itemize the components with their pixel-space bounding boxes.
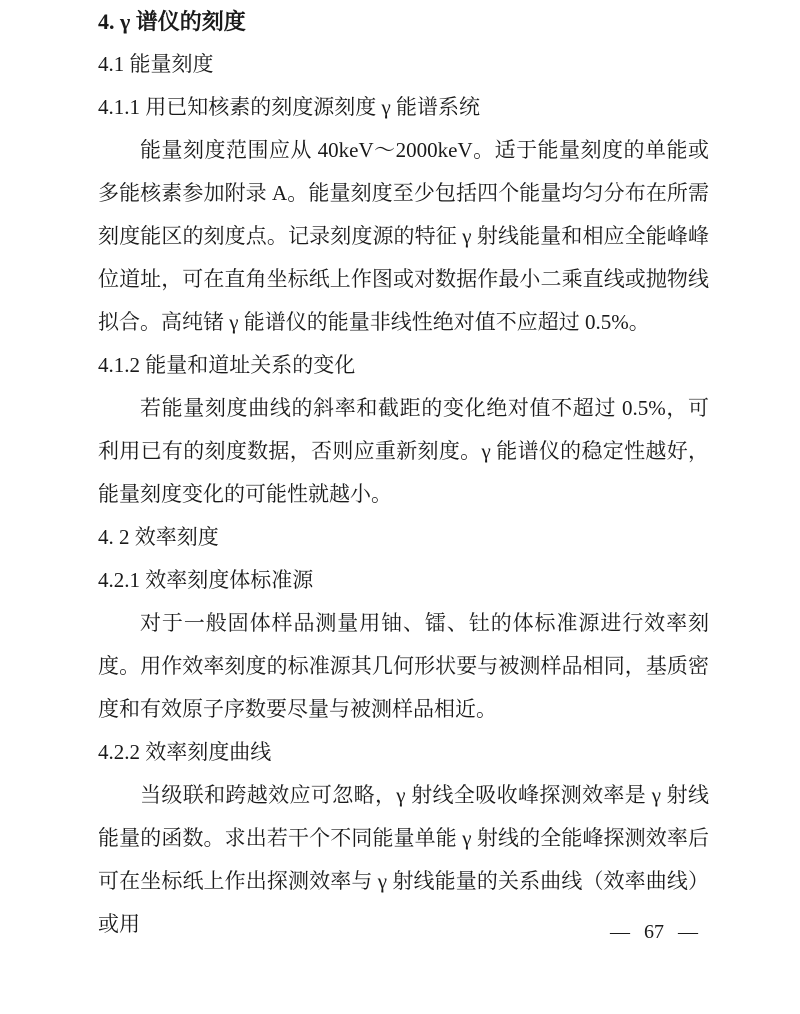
page-number: — 67 — [610,921,698,943]
paragraph-4-1-1: 能量刻度范围应从 40keV～2000keV。适于能量刻度的单能或多能核素参加附录 A。能量刻度至少包括四个能量均匀分布在所需刻度能区的刻度点。记录刻度源的特征 γ 射线能量和相应全能峰峰位道址，可在直角坐标纸上作图或对数据作最小二乘直线或抛物线拟合。高纯锗 γ 能谱仪的能量非线性绝对值不应超过 0.5%。 [98,138,709,334]
subsection-heading-4-2-1: 4.2.1 效率刻度体标准源 [98,568,314,592]
paragraph-4-2-1: 对于一般固体样品测量用铀、镭、钍的体标准源进行效率刻度。用作效率刻度的标准源其几何形状要与被测样品相同，基质密度和有效原子序数要尽量与被测样品相近。 [98,611,709,721]
section-heading-efficiency-calibration: 4. 2 效率刻度 [98,525,219,549]
paragraph-4-1-2: 若能量刻度曲线的斜率和截距的变化绝对值不超过 0.5%，可利用已有的刻度数据，否则应重新刻度。γ 能谱仪的稳定性越好，能量刻度变化的可能性就越小。 [98,396,709,506]
subsection-heading-4-2-2: 4.2.2 效率刻度曲线 [98,740,272,764]
chapter-heading: 4. γ 谱仪的刻度 [98,9,246,34]
paragraph-4-2-2: 当级联和跨越效应可忽略，γ 射线全吸收峰探测效率是 γ 射线能量的函数。求出若干个不同能量单能 γ 射线的全能峰探测效率后可在坐标纸上作出探测效率与 γ 射线能量的关系曲线（效率曲线）或用 [98,783,709,936]
document-body [98,0,709,946]
section-heading-energy-calibration: 4.1 能量刻度 [98,52,214,76]
subsection-heading-4-1-1: 4.1.1 用已知核素的刻度源刻度 γ 能谱系统 [98,95,481,119]
subsection-heading-4-1-2: 4.1.2 能量和道址关系的变化 [98,353,356,377]
